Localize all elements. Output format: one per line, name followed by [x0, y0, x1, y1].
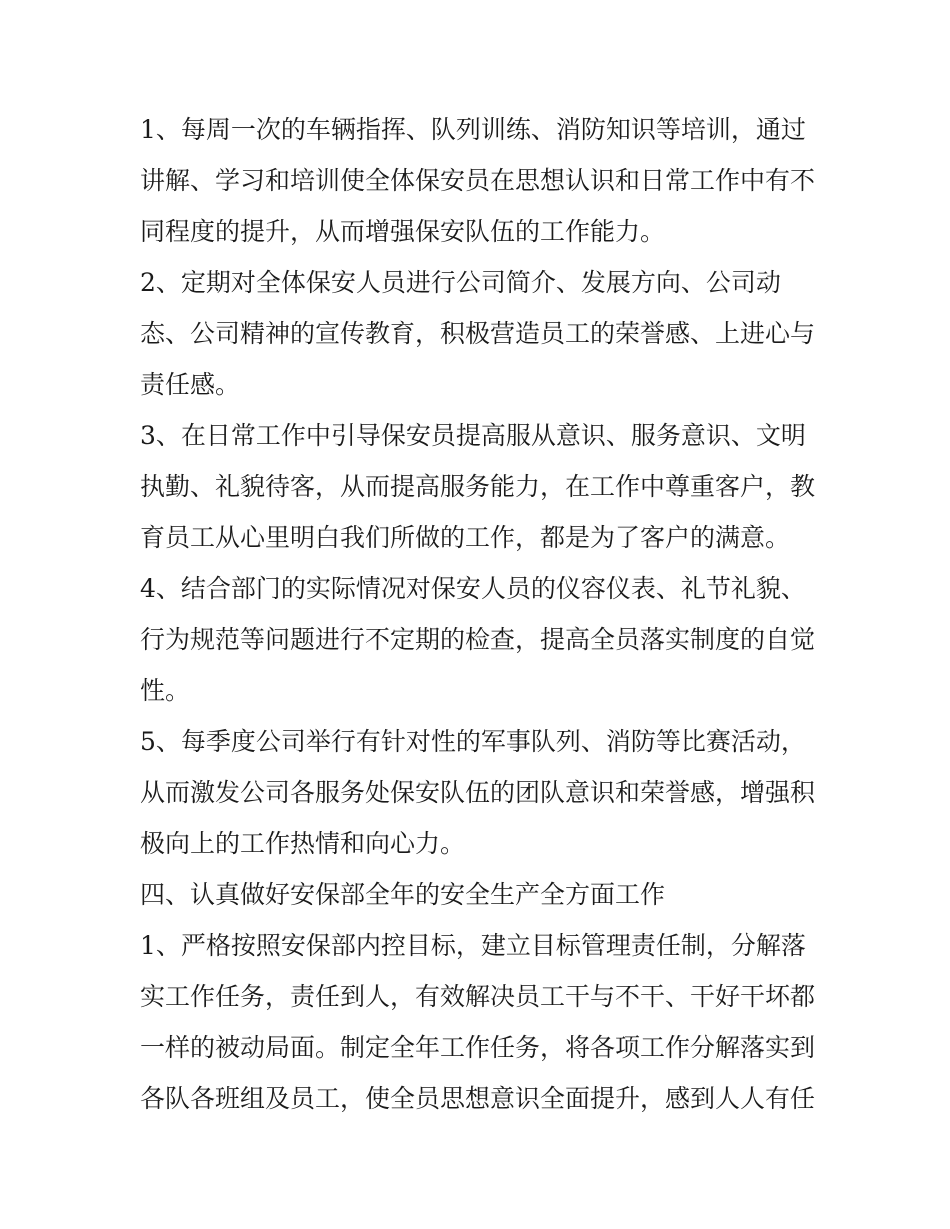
text-line: 育员工从心里明白我们所做的工作，都是为了客户的满意。 [140, 523, 791, 552]
text-line: 实工作任务，责任到人，有效解决员工干与不干、干好干坏都 [140, 982, 816, 1011]
text-line: 1、严格按照安保部内控目标，建立目标管理责任制，分解落 [140, 931, 806, 960]
text-line: 从而激发公司各服务处保安队伍的团队意识和荣誉感，增强积 [140, 778, 816, 807]
text-line: 1、每周一次的车辆指挥、队列训练、消防知识等培训，通过 [140, 115, 806, 144]
text-line: 5、每季度公司举行有针对性的军事队列、消防等比赛活动， [140, 727, 806, 756]
text-line: 极向上的工作热情和向心力。 [140, 829, 466, 858]
text-line: 同程度的提升，从而增强保安队伍的工作能力。 [140, 217, 666, 246]
text-line: 各队各班组及员工，使全员思想意识全面提升，感到人人有任 [140, 1084, 816, 1113]
text-line: 4、结合部门的实际情况对保安人员的仪容仪表、礼节礼貌、 [140, 574, 806, 603]
text-line: 行为规范等问题进行不定期的检查，提高全员落实制度的自觉 [140, 625, 816, 654]
text-line: 讲解、学习和培训使全体保安员在思想认识和日常工作中有不 [140, 166, 816, 195]
text-line: 一样的被动局面。制定全年工作任务，将各项工作分解落实到 [140, 1033, 816, 1062]
document-body [140, 104, 820, 1124]
text-line: 责任感。 [140, 370, 241, 399]
text-line: 3、在日常工作中引导保安员提高服从意识、服务意识、文明 [140, 421, 806, 450]
section-heading: 四、认真做好安保部全年的安全生产全方面工作 [140, 880, 666, 909]
text-line: 性。 [140, 676, 191, 705]
text-line: 2、定期对全体保安人员进行公司简介、发展方向、公司动 [140, 268, 781, 297]
text-line: 态、公司精神的宣传教育，积极营造员工的荣誉感、上进心与 [140, 319, 816, 348]
text-line: 执勤、礼貌待客，从而提高服务能力，在工作中尊重客户，教 [140, 472, 816, 501]
